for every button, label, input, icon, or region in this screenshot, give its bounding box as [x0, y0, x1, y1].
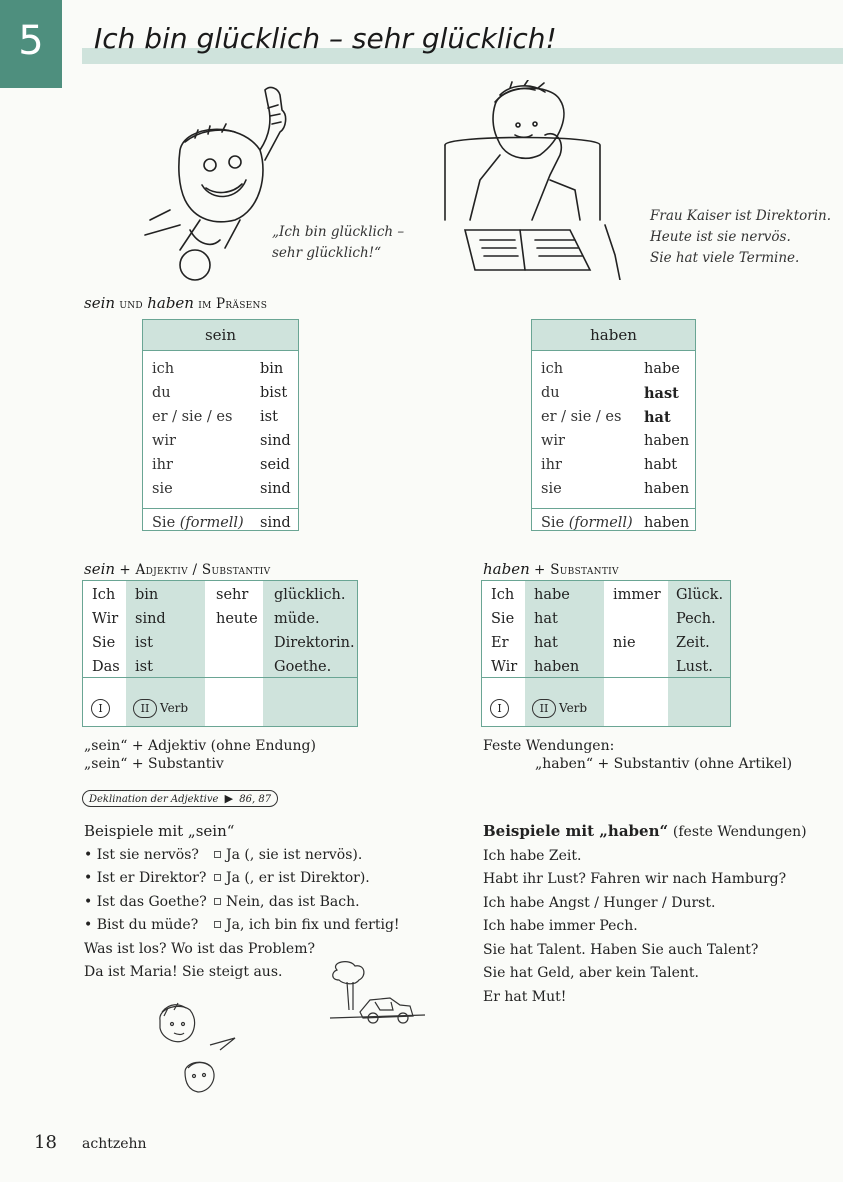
people-sketch-illustration [150, 1000, 250, 1100]
list-item: Sie hat Geld, aber kein Talent. [483, 965, 699, 981]
list-item: Da ist Maria! Sie steigt aus. [84, 964, 283, 980]
list-item: • Ist das Goethe? Nein, das ist Bach. [84, 893, 360, 910]
list-item: • Ist sie nervös? Ja (, sie ist nervös). [84, 846, 363, 863]
position-one-marker: I [490, 699, 509, 718]
table-row: ich habe [541, 361, 680, 377]
examples-heading: Beispiele mit „sein“ [84, 822, 235, 840]
table-row: sie sind [152, 481, 291, 497]
arrow-right-icon: ▶ [224, 792, 234, 805]
declension-reference-link[interactable]: Deklination der Adjektive ▶ 86, 87 [82, 790, 278, 807]
nervous-woman-illustration [440, 80, 640, 280]
list-item: Er hat Mut! [483, 988, 567, 1005]
table-header: haben [532, 320, 695, 351]
table-row: du hast [541, 385, 679, 402]
sein-examples [84, 820, 400, 985]
table-header: sein [143, 320, 298, 351]
list-item: • Ist er Direktor? Ja (, er ist Direktor). [84, 870, 370, 886]
man-caption: „Ich bin glücklich – sehr glücklich!“ [272, 224, 405, 261]
table-row-formal: Sie (formell) haben [532, 508, 695, 538]
table-row: wir haben [541, 433, 690, 449]
table-row: ihr seid [152, 457, 290, 473]
table-row: ich bin [152, 361, 284, 377]
list-item: • Bist du müde? Ja, ich bin fix und fertig! [84, 917, 400, 933]
section-heading-sein-adjective: sein + Adjektiv / Substantiv [84, 560, 271, 578]
table-row: sie haben [541, 481, 690, 497]
table-row: du bist [152, 385, 288, 401]
table-row: er / sie / es ist [152, 409, 278, 425]
list-item: Ich habe Zeit. [483, 847, 582, 864]
examples-heading: Beispiele mit „haben“ (feste Wendungen) [483, 822, 807, 840]
page-number: 18 [34, 1132, 57, 1153]
sein-usage-note: „sein“ + Adjektiv (ohne Endung) „sein“ + Substantiv [84, 738, 316, 772]
table-row: er / sie / es hat [541, 409, 671, 426]
sein-conjugation-table [142, 319, 299, 531]
position-one-marker: I [91, 699, 110, 718]
list-item: Sie hat Talent. Haben Sie auch Talent? [483, 941, 759, 958]
list-item: Was ist los? Wo ist das Problem? [84, 940, 315, 957]
chapter-number: 5 [18, 18, 44, 64]
list-item: Habt ihr Lust? Fahren wir nach Hamburg? [483, 871, 787, 887]
section-heading-haben-noun: haben + Substantiv [483, 560, 619, 578]
position-two-marker: II [133, 699, 157, 718]
position-two-marker: II [532, 699, 556, 718]
haben-examples [483, 820, 807, 1009]
table-row: wir sind [152, 433, 291, 449]
page-title: Ich bin glücklich – sehr glücklich! [94, 22, 557, 55]
haben-conjugation-table [531, 319, 696, 531]
list-item: Ich habe immer Pech. [483, 918, 638, 934]
woman-caption: Frau Kaiser ist Direktorin. Heute ist sie nervös. Sie hat viele Termine. [650, 208, 832, 266]
page-number-word: achtzehn [82, 1136, 147, 1152]
list-item: Ich habe Angst / Hunger / Durst. [483, 894, 716, 911]
table-row: ihr habt [541, 457, 678, 473]
table-row-formal: Sie (formell) sind [143, 508, 298, 538]
sein-sentence-table: Ich Wir Sie Das bin sind ist ist sehr heute glücklich. müde. Direktorin. Goethe. I II Verb [82, 580, 358, 727]
haben-usage-note: Feste Wendungen: „haben“ + Substantiv (ohne Artikel) [483, 738, 793, 772]
car-tree-illustration [325, 960, 430, 1025]
section-heading-present: sein und haben im Präsens [84, 294, 268, 312]
haben-sentence-table: Ich Sie Er Wir habe hat hat haben immer nie Glück. Pech. Zeit. Lust. I II Verb [481, 580, 731, 727]
